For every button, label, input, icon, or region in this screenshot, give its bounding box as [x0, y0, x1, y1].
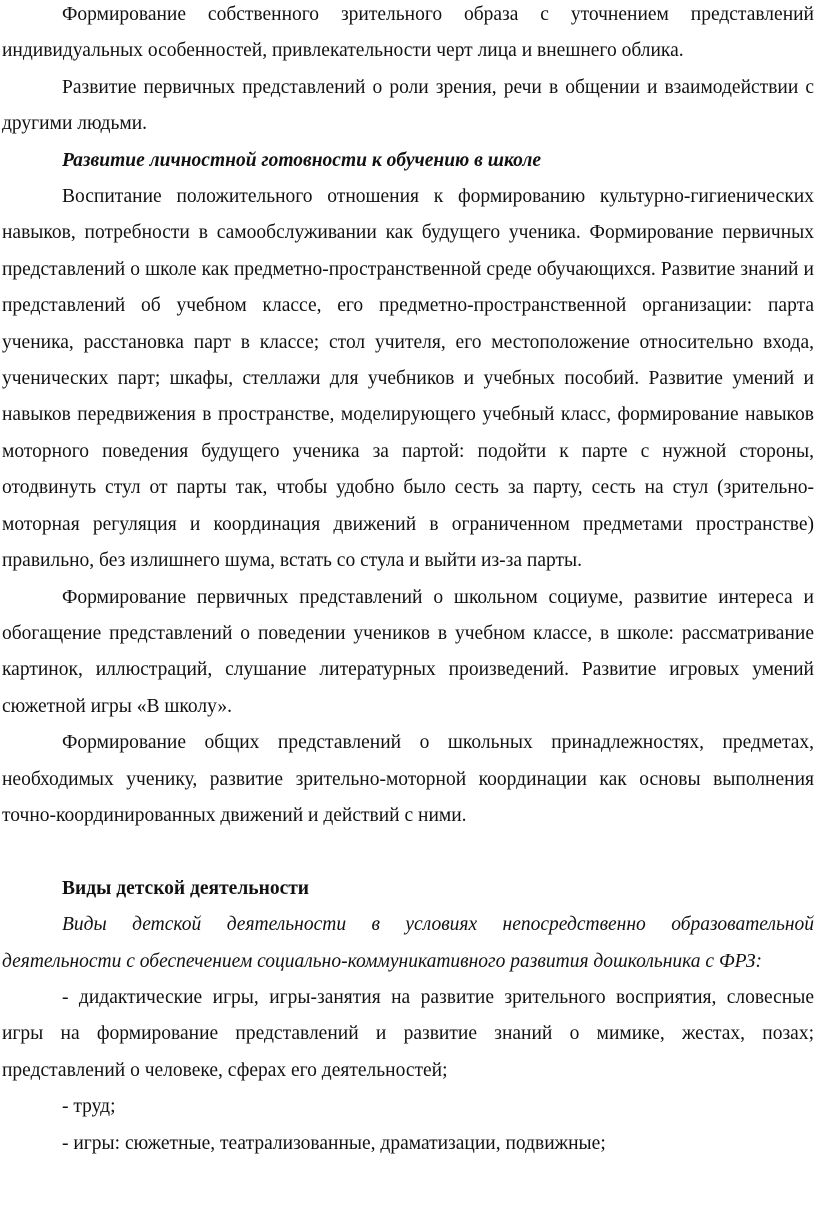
paragraph-vision-role: Развитие первичных представлений о роли зрения, речи в общении и взаимодействии с другими людьми.: [2, 76, 814, 135]
paragraph-school-society: Формирование первичных представлений о школьном социуме, развитие интереса и обогащение представлений о поведении учеников в учебном классе, в школе: рассматривание картинок, иллюстраций, слушание литературных произведений. Развитие игровых умений сюжетной игры «В школу».: [2, 586, 814, 717]
paragraph-classroom-skills: Воспитание положительного отношения к формированию культурно-гигиенических навыков, потребности в самообслуживании как будущего ученика. Формирование первичных представлений о школе как предметно-пространственной среде обучающихся. Развитие знаний и представлений об учебном классе, его предметно-пространственной организации: парта ученика, расстановка парт в классе; стол учителя, его местоположение относительно входа, ученических парт; шкафы, стеллажи для учебников и учебных пособий. Развитие умений и навыков передвижения в пространстве, моделирующего учебный класс, формирование навыков моторного поведения будущего ученика за партой: подойти к парте с нужной стороны, отодвинуть стул от парты так, чтобы удобно было сесть за парту, сесть на стул (зрительно-моторная регуляция и координация движений в ограниченном предметами пространстве) правильно, без излишнего шума, встать со стула и выйти из-за парты.: [2, 186, 814, 572]
section-heading-school-readiness: Развитие личностной готовности к обучению в школе: [62, 149, 542, 171]
paragraph-self-image: Формирование собственного зрительного образа с уточнением представлений индивидуальных особенностей, привлекательности черт лица и внешнего облика.: [2, 4, 814, 62]
paragraph-activity-intro: Виды детской деятельности в условиях непосредственно образовательной деятельности с обеспечением социально-коммуникативного развития дошкольника с ФРЗ:: [2, 914, 814, 972]
paragraph-school-supplies: Формирование общих представлений о школьных принадлежностях, предметах, необходимых ученику, развитие зрительно-моторной координации как основы выполнения точно-координированных движений и действий с ними.: [2, 732, 814, 826]
list-item: - труд;: [62, 1096, 116, 1118]
list-item: - дидактические игры, игры-занятия на развитие зрительного восприятия, словесные игры на формирование представлений и развитие знаний о мимике, жестах, позах; представлений о человеке, сферах его деятельностей;: [2, 986, 814, 1081]
blank-line: [2, 834, 814, 870]
list-item: - игры: сюжетные, театрализованные, драматизации, подвижные;: [62, 1132, 606, 1154]
section-heading-activity-types: Виды детской деятельности: [62, 877, 310, 899]
document-page: [2, 0, 814, 1162]
